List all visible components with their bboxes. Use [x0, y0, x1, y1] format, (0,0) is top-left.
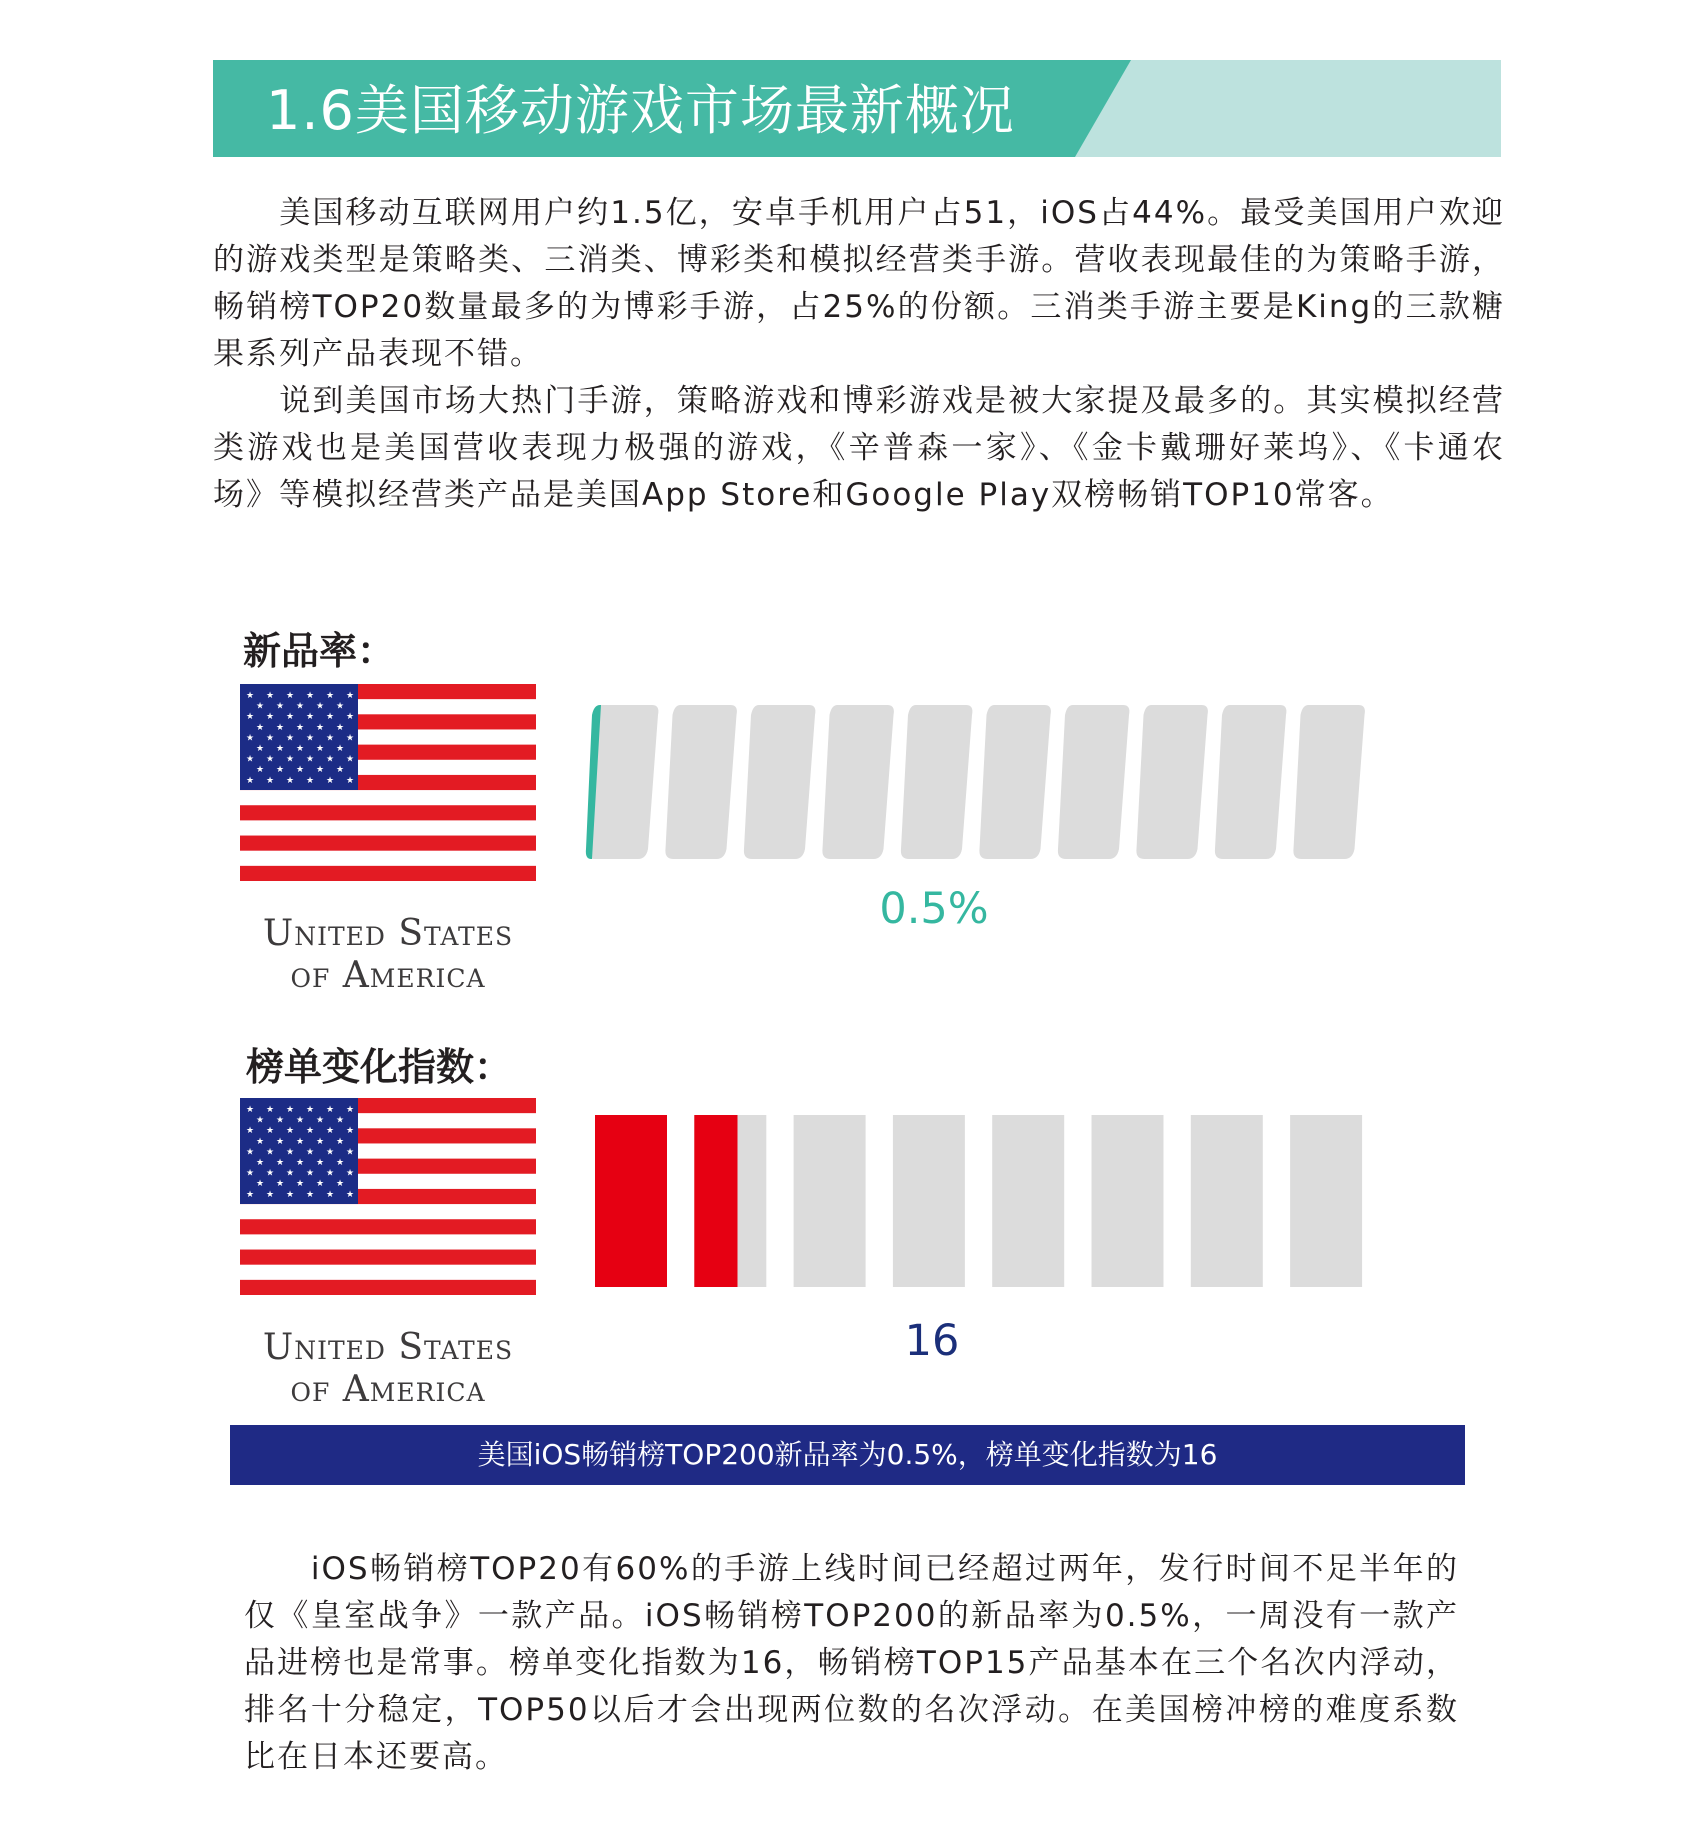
flag-star: ★: [285, 691, 295, 701]
flag-star: ★: [295, 1136, 305, 1147]
flag-star: ★: [325, 1168, 335, 1179]
us-flag-icon: [240, 684, 536, 881]
flag-stripe: [240, 1265, 536, 1281]
flag-star: ★: [275, 722, 285, 733]
flag-star: ★: [255, 1179, 265, 1190]
flag-star: ★: [305, 1189, 315, 1200]
flag-star: ★: [315, 1115, 325, 1126]
gauge-segment: [992, 1115, 1064, 1287]
flag-star: ★: [285, 1147, 295, 1158]
summary-banner: 美国iOS畅销榜TOP200新品率为0.5%，榜单变化指数为16: [230, 1425, 1465, 1485]
country-name-usa: [240, 1327, 536, 1411]
flag-star: ★: [275, 765, 285, 776]
flag-star: ★: [285, 775, 295, 786]
flag-star: ★: [295, 1115, 305, 1126]
flag-star: ★: [265, 754, 275, 765]
flag-star: ★: [245, 1147, 255, 1158]
flag-star: ★: [265, 733, 275, 744]
flag-star: ★: [345, 1168, 355, 1179]
flag-star: ★: [335, 701, 345, 712]
flag-star: ★: [325, 733, 335, 744]
flag-star: ★: [315, 1179, 325, 1190]
flag-stripe: [240, 1204, 536, 1220]
gauge-segment: [1191, 1115, 1263, 1287]
flag-star: ★: [265, 1126, 275, 1137]
flag-star: ★: [325, 1126, 335, 1137]
flag-star: ★: [255, 722, 265, 733]
gauge-segment: [1215, 705, 1287, 859]
flag-stripe: [240, 1250, 536, 1266]
country-name-usa: [240, 913, 536, 997]
flag-star: ★: [265, 1147, 275, 1158]
flag-star: ★: [265, 1189, 275, 1200]
flag-star: ★: [305, 712, 315, 723]
flag-star: ★: [335, 765, 345, 776]
gauge-segment: [1293, 705, 1365, 859]
flag-star: ★: [285, 733, 295, 744]
flag-star: ★: [265, 775, 275, 786]
flag-star: ★: [275, 1115, 285, 1126]
flag-star: ★: [295, 744, 305, 754]
country-name-line2: of America: [290, 955, 486, 996]
flag-star: ★: [295, 1179, 305, 1190]
flag-star: ★: [285, 1105, 295, 1115]
flag-star: ★: [335, 1179, 345, 1190]
gauge-segment: [822, 705, 894, 859]
flag-star: ★: [305, 1105, 315, 1115]
new-product-rate-gauge: [585, 703, 1375, 863]
flag-star: ★: [345, 1147, 355, 1158]
flag-star: ★: [265, 691, 275, 701]
ranking-change-index-label: 榜单变化指数：: [246, 1045, 513, 1089]
flag-star: ★: [305, 1147, 315, 1158]
gauge-segment: [1058, 705, 1130, 859]
flag-star: ★: [325, 754, 335, 765]
ranking-change-index-gauge: [595, 1115, 1375, 1290]
flag-star: ★: [315, 722, 325, 733]
flag-star: ★: [305, 1168, 315, 1179]
flag-stripe: [240, 866, 536, 881]
flag-star: ★: [335, 1136, 345, 1147]
flag-star: ★: [245, 691, 255, 701]
flag-stripe: [240, 820, 536, 836]
flag-star: ★: [245, 712, 255, 723]
flag-star: ★: [275, 1136, 285, 1147]
new-product-rate-value: 0.5%: [879, 884, 989, 934]
flag-star: ★: [345, 733, 355, 744]
flag-star: ★: [265, 1105, 275, 1115]
page-title: 1.6美国移动游戏市场最新概况: [266, 79, 1015, 142]
flag-star: ★: [315, 744, 325, 754]
flag-star: ★: [345, 754, 355, 765]
flag-star: ★: [345, 712, 355, 723]
flag-star: ★: [285, 1189, 295, 1200]
gauge-segment: [901, 705, 973, 859]
flag-star: ★: [275, 701, 285, 712]
flag-star: ★: [285, 754, 295, 765]
flag-star: ★: [245, 1126, 255, 1137]
flag-star: ★: [315, 1158, 325, 1168]
country-name-line1: United States: [262, 913, 514, 954]
flag-star: ★: [255, 765, 265, 776]
flag-stripe: [240, 1219, 536, 1235]
flag-star: ★: [345, 775, 355, 786]
gauge-segment: [665, 705, 737, 859]
flag-star: ★: [345, 1126, 355, 1137]
new-product-rate-label: 新品率：: [243, 629, 396, 673]
flag-star: ★: [305, 733, 315, 744]
flag-stripe: [240, 836, 536, 852]
gauge-segment: [794, 1115, 866, 1287]
flag-star: ★: [305, 754, 315, 765]
intro-paragraph-2: 说到美国市场大热门手游，策略游戏和博彩游戏是被大家提及最多的。其实模拟经营类游戏也是美国营收表现力极强的游戏，《辛普森一家》、《金卡戴珊好莱坞》、《卡通农场》等模拟经营类产品是美国App Store和Google Play双榜畅销TOP10常客。: [213, 383, 1505, 513]
flag-star: ★: [245, 754, 255, 765]
flag-star: ★: [245, 733, 255, 744]
flag-star: ★: [245, 775, 255, 786]
flag-star: ★: [295, 722, 305, 733]
flag-star: ★: [345, 1189, 355, 1200]
flag-star: ★: [275, 744, 285, 754]
flag-star: ★: [345, 1105, 355, 1115]
flag-star: ★: [345, 691, 355, 701]
flag-star: ★: [255, 744, 265, 754]
flag-star: ★: [255, 1158, 265, 1168]
gauge-segment: [979, 705, 1051, 859]
flag-star: ★: [315, 765, 325, 776]
flag-stripe: [240, 805, 536, 821]
flag-star: ★: [325, 775, 335, 786]
gauge-fill: [595, 1115, 667, 1287]
gauge-segment: [1136, 705, 1208, 859]
flag-star: ★: [265, 712, 275, 723]
flag-star: ★: [245, 1189, 255, 1200]
flag-star: ★: [305, 1126, 315, 1137]
flag-star: ★: [315, 701, 325, 712]
flag-star: ★: [255, 1136, 265, 1147]
gauge-segment: [893, 1115, 965, 1287]
flag-star: ★: [245, 1168, 255, 1179]
country-name-line2: of America: [290, 1369, 486, 1410]
flag-stripe: [240, 1280, 536, 1295]
flag-star: ★: [285, 1126, 295, 1137]
flag-star: ★: [335, 1115, 345, 1126]
flag-star: ★: [285, 1168, 295, 1179]
gauge-segment: [1092, 1115, 1164, 1287]
flag-star: ★: [285, 712, 295, 723]
flag-star: ★: [305, 775, 315, 786]
flag-stripe: [240, 851, 536, 867]
intro-paragraph-1: 美国移动互联网用户约1.5亿，安卓手机用户占51，iOS占44%。最受美国用户欢迎的游戏类型是策略类、三消类、博彩类和模拟经营类手游。营收表现最佳的为策略手游，畅销榜TOP20数量最多的为博彩手游，占25%的份额。三消类手游主要是King的三款糖果系列产品表现不错。: [213, 195, 1505, 372]
flag-stripe: [240, 1234, 536, 1250]
country-name-line1: United States: [262, 1327, 514, 1368]
flag-star: ★: [325, 1105, 335, 1115]
gauge-fill: [694, 1115, 737, 1287]
flag-star: ★: [335, 722, 345, 733]
ranking-change-index-value: 16: [904, 1316, 960, 1366]
flag-stripe: [240, 790, 536, 806]
flag-star: ★: [275, 1179, 285, 1190]
flag-star: ★: [245, 1105, 255, 1115]
flag-star: ★: [335, 1158, 345, 1168]
closing-paragraph: iOS畅销榜TOP20有60%的手游上线时间已经超过两年，发行时间不足半年的仅《皇室战争》一款产品。iOS畅销榜TOP200的新品率为0.5%，一周没有一款产品进榜也是常事。榜单变化指数为16，畅销榜TOP15产品基本在三个名次内浮动，排名十分稳定，TOP50以后才会出现两位数的名次浮动。在美国榜冲榜的难度系数比在日本还要高。: [244, 1551, 1459, 1775]
flag-star: ★: [275, 1158, 285, 1168]
flag-star: ★: [305, 691, 315, 701]
flag-star: ★: [315, 1136, 325, 1147]
gauge-segment: [1290, 1115, 1362, 1287]
gauge-segment: [744, 705, 816, 859]
flag-star: ★: [255, 1115, 265, 1126]
flag-star: ★: [295, 765, 305, 776]
flag-star: ★: [325, 712, 335, 723]
flag-star: ★: [325, 1147, 335, 1158]
flag-star: ★: [295, 701, 305, 712]
flag-star: ★: [295, 1158, 305, 1168]
flag-star: ★: [325, 691, 335, 701]
flag-star: ★: [265, 1168, 275, 1179]
flag-star: ★: [325, 1189, 335, 1200]
us-flag-icon: [240, 1098, 536, 1295]
flag-star: ★: [255, 701, 265, 712]
flag-star: ★: [335, 744, 345, 754]
